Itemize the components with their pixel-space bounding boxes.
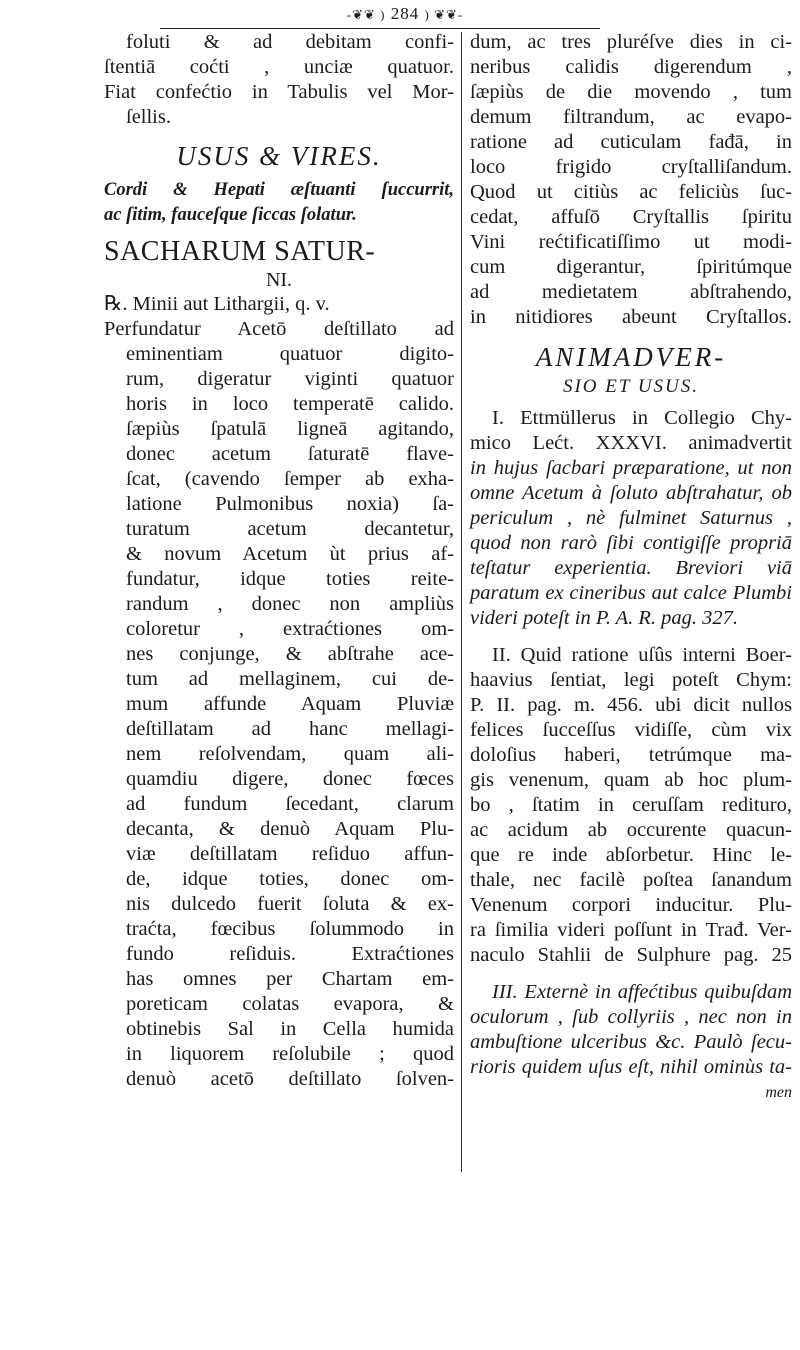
text-line: ratione ad cuticulam fađā, in (470, 131, 792, 153)
text-line: ſæpiùs de die movendo , tum (470, 81, 792, 103)
text-line: foluti & ad debitam confi- (126, 31, 454, 53)
section-heading-saccharum-cont: NI. (265, 269, 293, 291)
text-line: omne Acetum à ſoluto abſtrahatur, ob (470, 482, 792, 504)
text-line: neribus calidis digerendum , (470, 56, 792, 78)
text-line: bo , ſtatim in ceruſſam redituro, (470, 794, 792, 816)
text-line: has omnes per Chartam em- (126, 968, 454, 990)
catchword: men (765, 1084, 792, 1101)
text-line: nem reſolvendam, quam ali- (126, 743, 454, 765)
text-line: rioris quidem uſus eſt, nihil ominùs ta- (470, 1056, 792, 1078)
text-line: cedat, affuſō Cryſtallis ſpiritu (470, 206, 792, 228)
header-ornament-right: ) ❦❦- (424, 7, 464, 22)
text-line: in nitidiores abeunt Cryſtallos. (470, 306, 792, 328)
text-line: teſtatur experientia. Breviori viā (470, 557, 792, 579)
text-line: paratum ex cineribus aut calce Plumbi (470, 582, 792, 604)
text-line: Cordi & Hepati æſtuanti ſuccurrit, (104, 180, 454, 200)
text-line: que re inde abſorbetur. Hinc le- (470, 844, 792, 866)
text-line: mico Lećt. XXXVI. animadvertit (470, 432, 792, 454)
right-column (470, 30, 792, 1105)
text-line: in liquorem reſolubile ; quod (126, 1043, 454, 1065)
text-line: de, idque toties, donec om- (126, 868, 454, 890)
page-number-value: 284 (390, 4, 420, 23)
text-line: haavius ſentiat, legi poteſt Chym: (470, 669, 792, 691)
text-line: loco frigido cryſtalliſandum. (470, 156, 792, 178)
text-line: videri poteſt in P. A. R. pag. 327. (470, 607, 739, 629)
text-line: Quod ut citiùs ac feliciùs ſuc- (470, 181, 792, 203)
text-line: randum , donec non ampliùs (126, 593, 454, 615)
text-line: felices ſucceſſus vidiſſe, cùm vix (470, 719, 792, 741)
page-header (0, 4, 800, 30)
text-line: poreticam colatas evapora, & (126, 993, 454, 1015)
text-line: ſcat, (cavendo ſemper ab exha- (126, 468, 454, 490)
text-line: demum filtrandum, ac evapo- (470, 106, 792, 128)
recipe-line: ℞. Minii aut Lithargii, q. v. (104, 293, 330, 315)
left-column (104, 30, 454, 1092)
text-line: gis venenum, quam ab hoc plum- (470, 769, 792, 791)
text-line: Perfundatur Acetō deſtillato ad (104, 318, 454, 340)
text-line: denuò acetō deſtillato ſolven- (126, 1068, 454, 1090)
text-line: Vini rećtificatiſſimo ut modi- (470, 231, 792, 253)
section-heading-usus: USUS & VIRES. (176, 141, 382, 171)
header-rule (160, 28, 600, 29)
text-line: viæ deſtillatam reſiduo affun- (126, 843, 454, 865)
text-line: donec acetum ſaturatē flave- (126, 443, 454, 465)
section-heading-animadversio: ANIMADVER- (535, 342, 727, 372)
text-line: nes conjunge, & abſtrahe ace- (126, 643, 454, 665)
text-line: fundo reſiduis. Extraćtiones (126, 943, 454, 965)
section-heading-saccharum: SACHARUM SATUR- (104, 236, 376, 267)
text-line: mum affunde Aquam Pluviæ (126, 693, 454, 715)
text-line: obtinebis Sal in Cella humida (126, 1018, 454, 1040)
text-line: traćta, fœcibus ſolummodo in (126, 918, 454, 940)
text-line: & novum Acetum ùt prius af- (126, 543, 454, 565)
text-line: quod non rarò ſibi contigiſſe propriā (470, 532, 792, 554)
text-line: ſæpiùs ſpatulā ligneā agitando, (126, 418, 454, 440)
text-line: III. Externè in affećtibus quibuſdam (492, 981, 792, 1003)
text-line: ambuſtione ulceribus &c. Paulò ſecu- (470, 1031, 792, 1053)
text-line: periculum , nè fulminet Saturnus , (470, 507, 792, 529)
text-line: in hujus ſacbari præparatione, ut non (470, 457, 792, 479)
text-line: nis dulcedo fuerit ſoluta & ex- (126, 893, 454, 915)
text-line: ſtentiā coćti , unciæ quatuor. (104, 56, 454, 78)
text-line: cum digerantur, ſpiritúmque (470, 256, 792, 278)
text-line: ac acidum ab occurente quacun- (470, 819, 792, 841)
text-line: ſellis. (126, 106, 171, 128)
text-line: ac ſitim, fauceſque ſiccas ſolatur. (104, 205, 357, 225)
text-line: thale, nec facilè poſtea ſanandum (470, 869, 792, 891)
page-number (300, 4, 510, 24)
text-line: deſtillatam ad hanc mellagi- (126, 718, 454, 740)
text-line: tum ad mellaginem, cui de- (126, 668, 454, 690)
text-line: fundatur, idque toties reite- (126, 568, 454, 590)
header-ornament-left: -❦❦ ) (346, 7, 386, 22)
text-line: eminentiam quatuor digito- (126, 343, 454, 365)
text-line: II. Quid ratione uſûs interni Boer- (492, 644, 792, 666)
section-heading-animadversio-cont: SIO ET USUS. (562, 376, 700, 397)
text-line: rum, digeratur viginti quatuor (126, 368, 454, 390)
text-line: horis in loco temperatē calido. (126, 393, 454, 415)
text-line: dum, ac tres pluréſve dies in ci- (470, 31, 792, 53)
text-line: decanta, & denuò Aquam Plu- (126, 818, 454, 840)
text-line: I. Ettmüllerus in Collegio Chy- (492, 407, 792, 429)
text-line: latione Pulmonibus noxia) ſa- (126, 493, 454, 515)
text-line: ad fundum ſecedant, clarum (126, 793, 454, 815)
text-line: naculo Stahlii de Sulphure pag. 25 (470, 944, 792, 966)
text-line: ad medietatem abſtrahendo, (470, 281, 792, 303)
text-line: coloretur , extraćtiones om- (126, 618, 454, 640)
text-line: doloſius haberi, tetrúmque ma- (470, 744, 792, 766)
text-line: quamdiu digere, donec fœces (126, 768, 454, 790)
text-line: P. II. pag. m. 456. ubi dicit nullos (470, 694, 792, 716)
text-line: ra ſimilia videri poſſunt in Trađ. Ver- (470, 919, 792, 941)
text-line: oculorum , ſub collyriis , nec non in (470, 1006, 792, 1028)
text-line: turatum acetum decantetur, (126, 518, 454, 540)
column-divider (461, 32, 462, 1172)
text-line: Venenum corpori inducitur. Plu- (470, 894, 792, 916)
text-line: Fiat confećtio in Tabulis vel Mor- (104, 81, 454, 103)
